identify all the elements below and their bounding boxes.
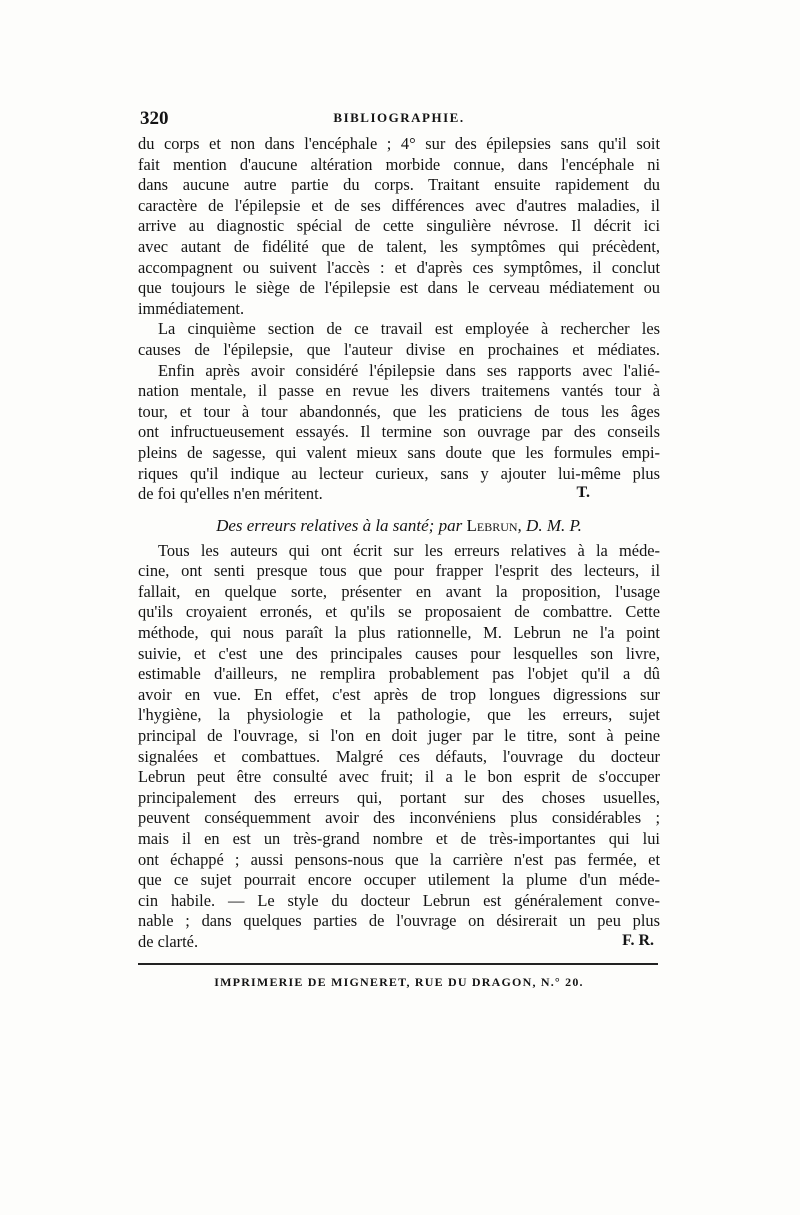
text-block: [138, 106, 660, 990]
text-line: du corps et non dans l'encéphale ; 4° sur des épilepsies sans qu'il soit: [138, 134, 660, 153]
text-line: qu'ils croyaient erronés, et qu'ils se proposaient de combattre. Cette: [138, 602, 660, 622]
text-line: avec autant de fidélité que de talent, les symptômes qui précèdent,: [138, 236, 660, 256]
text-line: cin habile. — Le style du docteur Lebrun est généralement conve-: [138, 890, 660, 910]
text-line: avoir en vue. En effet, c'est après de trop longues digressions sur: [138, 684, 660, 704]
paragraph-treatments: [138, 361, 660, 505]
text-line: nable ; dans quelques parties de l'ouvrage on désirerait un peu plus: [138, 911, 660, 931]
text-line: Lebrun peut être consulté avec fruit; il a le bon esprit de s'occuper: [138, 767, 660, 787]
text-line: accompagnent ou suivent l'accès : et d'après ces symptômes, il conclut: [138, 257, 660, 277]
text-line: l'hygiène, la physiologie et la pathologie, que les erreurs, sujet: [138, 705, 660, 725]
author-degree: , D. M. P.: [517, 515, 582, 535]
text-line: fallait, en quelque sorte, présenter en avant la proposition, l'usage: [138, 581, 660, 601]
text-line: caractère de l'épilepsie et de ses différences avec d'autres maladies, il: [138, 195, 660, 215]
book-title: Des erreurs relatives à la santé;: [216, 515, 435, 535]
text-line: cine, ont senti presque tous que pour frapper l'esprit des lecteurs, il: [138, 561, 660, 581]
text-line: que toujours le siège de l'épilepsie est dans le cerveau médiatement ou: [138, 278, 660, 298]
text-line: Enfin après avoir considéré l'épilepsie dans ses rapports avec l'alié-: [158, 360, 660, 380]
printer-imprint: IMPRIMERIE DE MIGNERET, RUE DU DRAGON, N.° 20.: [214, 974, 584, 989]
review-title: [138, 513, 660, 539]
text-line: ont infructueusement essayés. Il termine son ouvrage par des conseils: [138, 422, 660, 442]
text-line: de foi qu'elles n'en méritent.: [138, 484, 323, 504]
text-line: La cinquième section de ce travail est employée à rechercher les: [158, 319, 660, 339]
closing-line: [138, 484, 660, 505]
text-line: signalées et combattues. Malgré ces défauts, l'ouvrage du docteur: [138, 746, 660, 766]
title-by: par: [434, 515, 467, 535]
text-line: méthode, qui nous paraît la plus rationnelle, M. Lebrun ne l'a point: [138, 623, 660, 643]
author-name: Lebrun: [466, 515, 518, 535]
text-line: nation mentale, il passe en revue les divers traitemens vantés tour à: [138, 381, 660, 401]
paragraph-lebrun-review: [138, 541, 660, 953]
text-line: pleins de sagesse, qui valent mieux sans doute que les formules empi-: [138, 442, 660, 462]
reviewer-signature: T.: [576, 484, 590, 502]
text-line: dans aucune autre partie du corps. Traitant ensuite rapidement du: [138, 175, 660, 195]
text-line: tour, et tour à tour abandonnés, que les praticiens de tous les âges: [138, 401, 660, 421]
text-line: de clarté.: [138, 931, 199, 951]
paragraph-epilepsy-end: [138, 134, 660, 319]
text-line: arrive au diagnostic spécial de cette singulière névrose. Il décrit ici: [138, 216, 660, 236]
text-line: mais il en est un très-grand nombre et de très-importantes qui lui: [138, 829, 660, 848]
text-line: principal de l'ouvrage, si l'on en doit juger par le titre, sont à peine: [138, 726, 660, 746]
text-line: estimable d'ailleurs, ne remplira probablement pas l'objet qu'il a dû: [138, 664, 660, 684]
text-line: peuvent conséquemment avoir des inconvéniens plus considérables ;: [138, 808, 660, 828]
text-line: riques qu'il indique au lecteur curieux, sans y ajouter lui-même plus: [138, 463, 660, 483]
text-line: que ce sujet pourrait encore occuper utilement la plume d'un méde-: [138, 870, 660, 890]
paragraph-fifth-section: [138, 319, 660, 360]
running-head: [138, 106, 660, 134]
reviewer-signature: F. R.: [622, 931, 654, 949]
text-line: ont échappé ; aussi pensons-nous que la carrière n'est pas fermée, et: [138, 849, 660, 869]
text-line: causes de l'épilepsie, que l'auteur divise en prochaines et médiates.: [138, 339, 660, 359]
text-line: principalement des erreurs qui, portant sur des choses usuelles,: [138, 787, 660, 807]
text-line: immédiatement.: [138, 298, 245, 318]
footer-rule: [138, 963, 658, 965]
closing-line: [138, 932, 660, 953]
text-line: suivie, et c'est une des principales causes pour lesquelles son livre,: [138, 643, 660, 663]
page-number: 320: [140, 108, 169, 129]
text-line: Tous les auteurs qui ont écrit sur les erreurs relatives à la méde-: [158, 540, 660, 560]
text-line: fait mention d'aucune altération morbide connue, dans l'encéphale ni: [138, 154, 660, 174]
running-title: BIBLIOGRAPHIE.: [333, 110, 465, 125]
